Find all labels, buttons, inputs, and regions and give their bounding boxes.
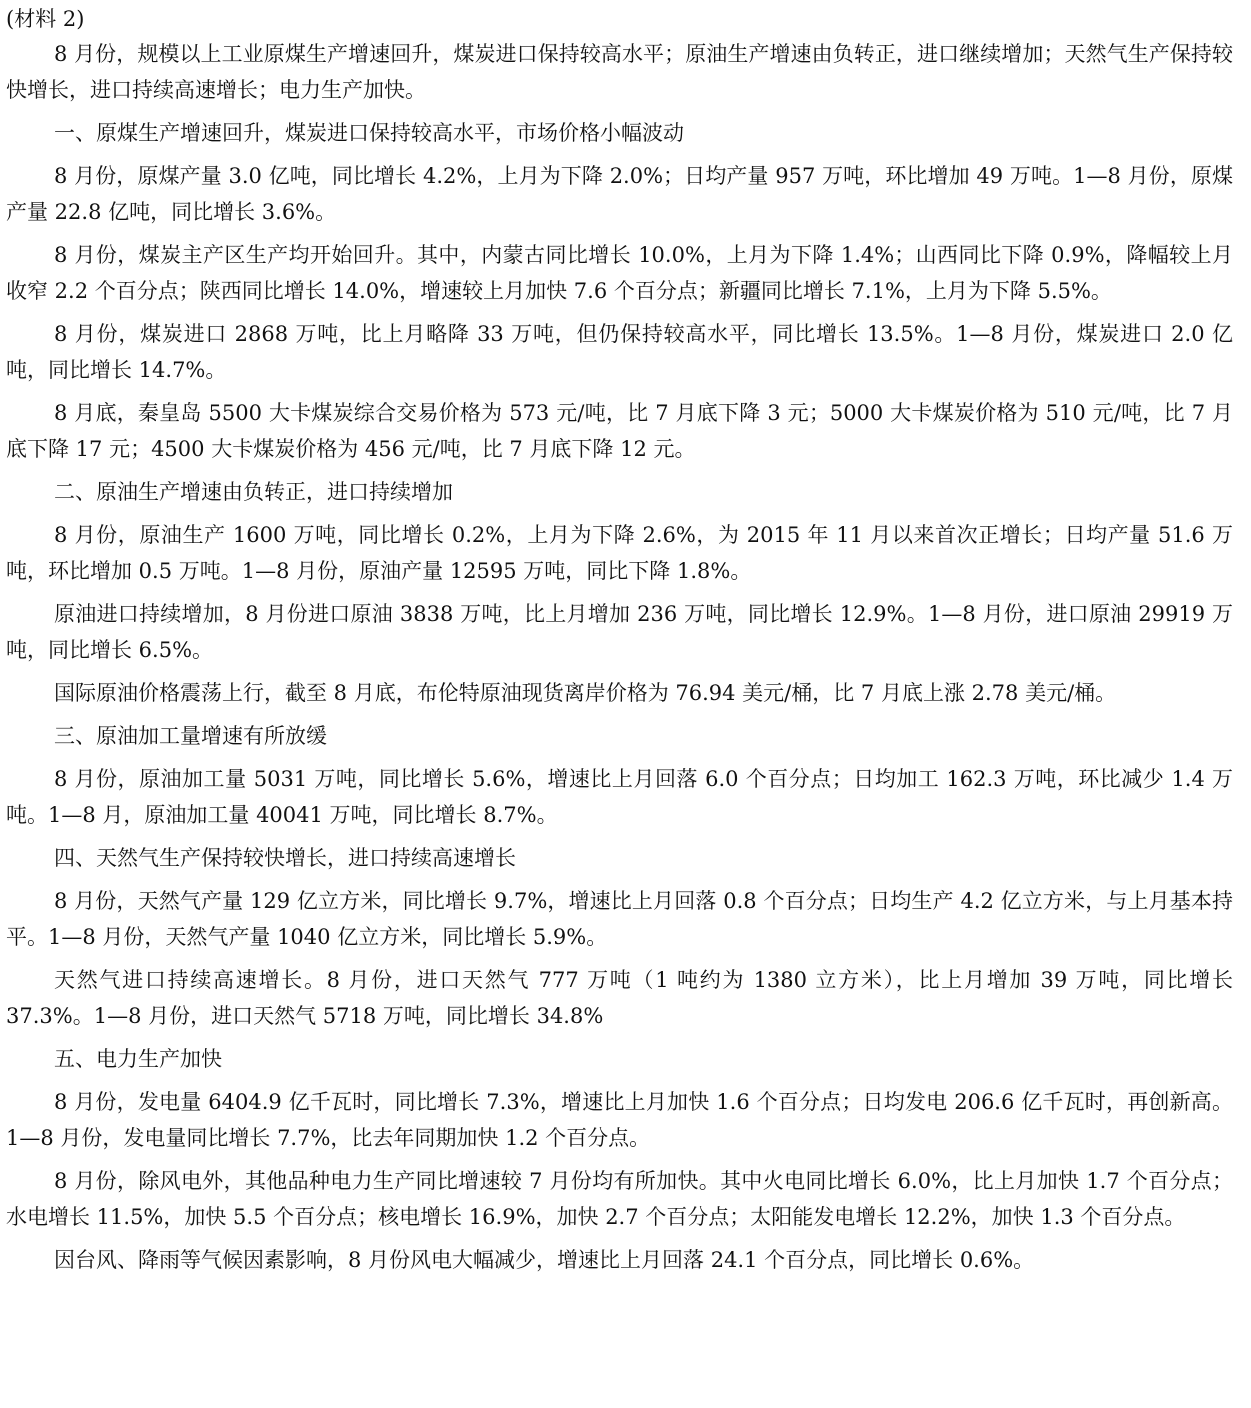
paragraph-gas-output: 8 月份，天然气产量 129 亿立方米，同比增长 9.7%，增速比上月回落 0.8 个百分点；日均生产 4.2 亿立方米，与上月基本持平。1—8 月份，天然气产量 1040 亿立方米，同比增长 5.9%。 xyxy=(6,889,1233,949)
paragraph-crude-prices: 国际原油价格震荡上行，截至 8 月底，布伦特原油现货离岸价格为 76.94 美元/桶，比 7 月底上涨 2.78 美元/桶。 xyxy=(54,681,1117,705)
paragraph-coal-prices: 8 月底，秦皇岛 5500 大卡煤炭综合交易价格为 573 元/吨，比 7 月底下降 3 元；5000 大卡煤炭价格为 510 元/吨，比 7 月底下降 17 元；4500 大卡煤炭价格为 456 元/吨，比 7 月底下降 12 元。 xyxy=(6,401,1233,461)
paragraph-wind-power: 因台风、降雨等气候因素影响，8 月份风电大幅减少，增速比上月回落 24.1 个百分点，同比增长 0.6%。 xyxy=(54,1248,1035,1272)
section-heading-electricity: 五、电力生产加快 xyxy=(54,1047,222,1071)
paragraph-gas-imports: 天然气进口持续高速增长。8 月份，进口天然气 777 万吨（1 吨约为 1380 立方米），比上月增加 39 万吨，同比增长 37.3%。1—8 月份，进口天然气 5718 万吨，同比增长 34.8% xyxy=(6,968,1233,1028)
section-heading-natural-gas: 四、天然气生产保持较快增长，进口持续高速增长 xyxy=(54,846,516,870)
paragraph-coal-imports: 8 月份，煤炭进口 2868 万吨，比上月略降 33 万吨，但仍保持较高水平，同比增长 13.5%。1—8 月份，煤炭进口 2.0 亿吨，同比增长 14.7%。 xyxy=(6,322,1233,382)
section-heading-crude-oil: 二、原油生产增速由负转正，进口持续增加 xyxy=(54,480,453,504)
material-label: (材料 2) xyxy=(6,7,85,31)
section-heading-coal: 一、原煤生产增速回升，煤炭进口保持较高水平，市场价格小幅波动 xyxy=(54,121,684,145)
paragraph-power-output: 8 月份，发电量 6404.9 亿千瓦时，同比增长 7.3%，增速比上月加快 1.6 个百分点；日均发电 206.6 亿千瓦时，再创新高。1—8 月份，发电量同比增长 7.7%，比去年同期加快 1.2 个百分点。 xyxy=(6,1090,1233,1150)
paragraph-refining: 8 月份，原油加工量 5031 万吨，同比增长 5.6%，增速比上月回落 6.0 个百分点；日均加工 162.3 万吨，环比减少 1.4 万吨。1—8 月，原油加工量 40041 万吨，同比增长 8.7%。 xyxy=(6,767,1233,827)
paragraph-power-by-source: 8 月份，除风电外，其他品种电力生产同比增速较 7 月份均有所加快。其中火电同比增长 6.0%，比上月加快 1.7 个百分点；水电增长 11.5%，加快 5.5 个百分点；核电增长 16.9%，加快 2.7 个百分点；太阳能发电增长 12.2%，加快 1.3 个百分点。 xyxy=(6,1169,1233,1229)
section-heading-refining: 三、原油加工量增速有所放缓 xyxy=(54,724,327,748)
paragraph-crude-output: 8 月份，原油生产 1600 万吨，同比增长 0.2%，上月为下降 2.6%，为 2015 年 11 月以来首次正增长；日均产量 51.6 万吨，环比增加 0.5 万吨。1—8 月份，原油产量 12595 万吨，同比下降 1.8%。 xyxy=(6,523,1233,583)
intro-paragraph: 8 月份，规模以上工业原煤生产增速回升，煤炭进口保持较高水平；原油生产增速由负转正，进口继续增加；天然气生产保持较快增长，进口持续高速增长；电力生产加快。 xyxy=(6,42,1233,102)
paragraph-coal-output: 8 月份，原煤产量 3.0 亿吨，同比增长 4.2%，上月为下降 2.0%；日均产量 957 万吨，环比增加 49 万吨。1—8 月份，原煤产量 22.8 亿吨，同比增长 3.6%。 xyxy=(6,164,1233,224)
paragraph-crude-imports: 原油进口持续增加，8 月份进口原油 3838 万吨，比上月增加 236 万吨，同比增长 12.9%。1—8 月份，进口原油 29919 万吨，同比增长 6.5%。 xyxy=(6,602,1233,662)
paragraph-coal-regions: 8 月份，煤炭主产区生产均开始回升。其中，内蒙古同比增长 10.0%，上月为下降 1.4%；山西同比下降 0.9%，降幅较上月收窄 2.2 个百分点；陕西同比增长 14.0%，增速较上月加快 7.6 个百分点；新疆同比增长 7.1%，上月为下降 5.5%。 xyxy=(6,243,1233,303)
